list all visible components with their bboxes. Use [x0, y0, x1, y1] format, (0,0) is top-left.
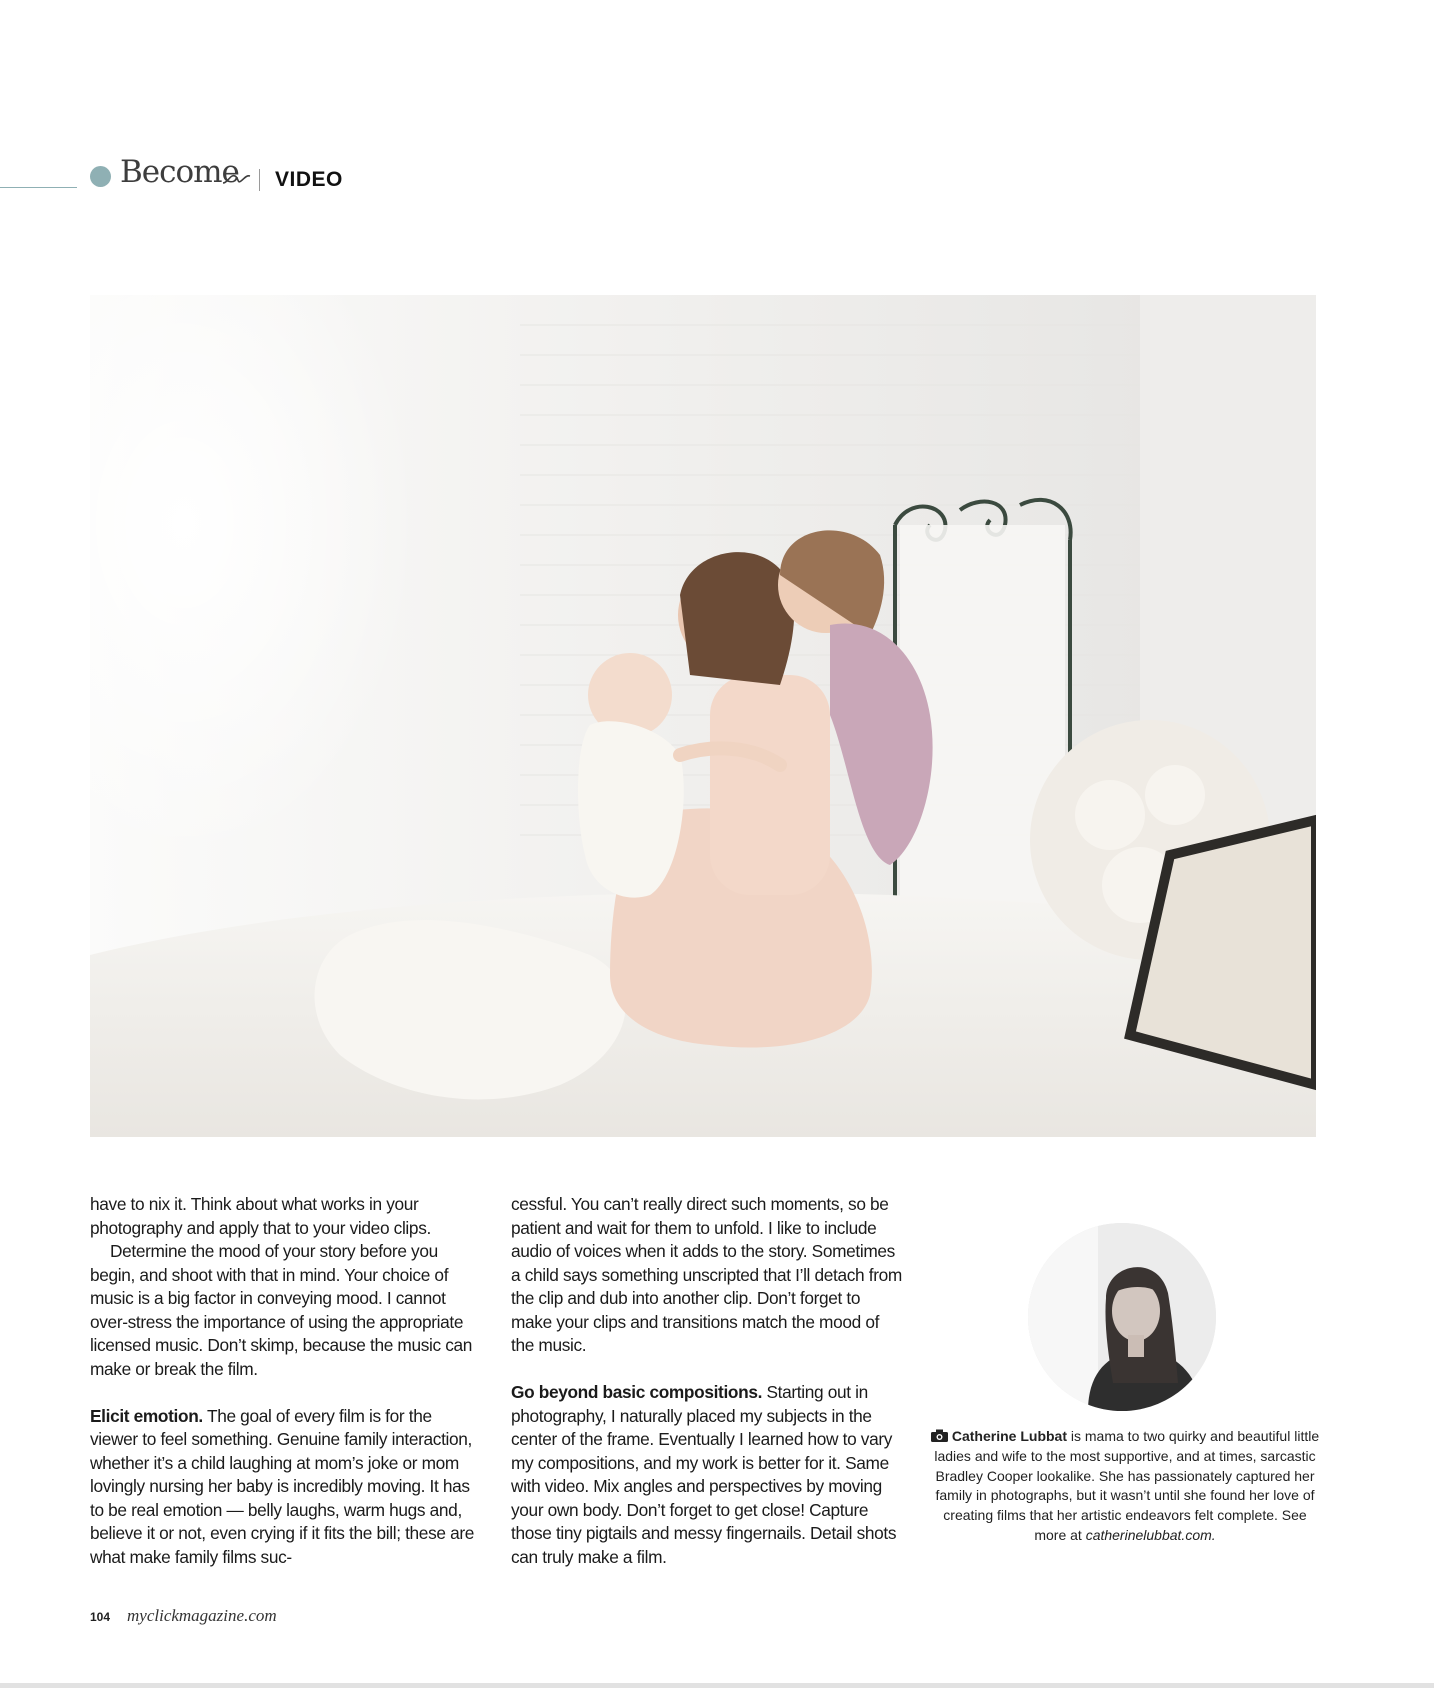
article-column-1 [90, 1193, 482, 1569]
paragraph: have to nix it. Think about what works in your photography and apply that to your video clips. [90, 1194, 431, 1238]
portrait-placeholder-icon [1028, 1223, 1216, 1411]
paragraph: Determine the mood of your story before you begin, and shoot with that in mind. Your choice of music is a big factor in conveying mood. I cannot over-stress the importance of using the appropriate licensed music. Don’t skimp, because the music can make or break the film. [90, 1241, 473, 1379]
footer-site-link[interactable]: myclickmagazine.com [127, 1606, 277, 1625]
author-name: Catherine Lubbat [951, 1428, 1067, 1444]
author-website-link[interactable]: catherinelubbat.com. [1085, 1526, 1216, 1543]
section-kicker: Become [120, 154, 239, 190]
feature-photo [90, 295, 1316, 1137]
header-divider [259, 169, 260, 191]
header-rule [0, 187, 77, 188]
page-number: 104 [90, 1610, 111, 1624]
bottom-rule [0, 1683, 1434, 1688]
author-bio-text: is mama to two quirky and beautiful little ladies and wife to the most supportive, and at times, sarcastic Bradley Cooper lookalike. She has passionately captured her family in photographs, but it wasn’t until she found her love of creating films that her artistic endeavors felt complete. See more at [934, 1428, 1320, 1543]
subheading: Go beyond basic compositions. [511, 1382, 763, 1402]
header-dot-icon [90, 166, 111, 187]
camera-icon [931, 1429, 948, 1442]
author-bio [930, 1427, 1320, 1546]
paragraph [511, 1381, 903, 1569]
author-portrait [1028, 1223, 1216, 1411]
paragraph-text: Starting out in photography, I naturally placed my subjects in the center of the frame. Eventually I learned how to vary my compositions, and my work is better for it. Same with video. Mix angles and perspectives by moving your own body. Don’t forget to get close! Capture those tiny pigtails and messy fingernails. Detail shots can truly make a film. [511, 1382, 897, 1567]
paragraph-text: The goal of every film is for the viewer to feel something. Genuine family interaction, whether it’s a child laughing at mom’s joke or mom lovingly nursing her baby is incredibly moving. It has to be real emotion — belly laughs, warm hugs and, believe it or not, even crying if it fits the bill; these are what make family films suc- [90, 1405, 475, 1567]
paragraph [90, 1405, 482, 1570]
subheading: Elicit emotion. [90, 1405, 203, 1426]
photo-placeholder-icon [90, 295, 1316, 1137]
section-title: VIDEO [275, 168, 343, 191]
swash-icon [222, 170, 252, 186]
article-column-2 [511, 1193, 903, 1569]
paragraph: cessful. You can’t really direct such moments, so be patient and wait for them to unfold. I like to include audio of voices when it adds to the story. Sometimes a child says something unscripted that I’ll detach from the clip and dub into another clip. Don’t forget to make your clips and transitions match the mood of the music. [511, 1194, 902, 1355]
